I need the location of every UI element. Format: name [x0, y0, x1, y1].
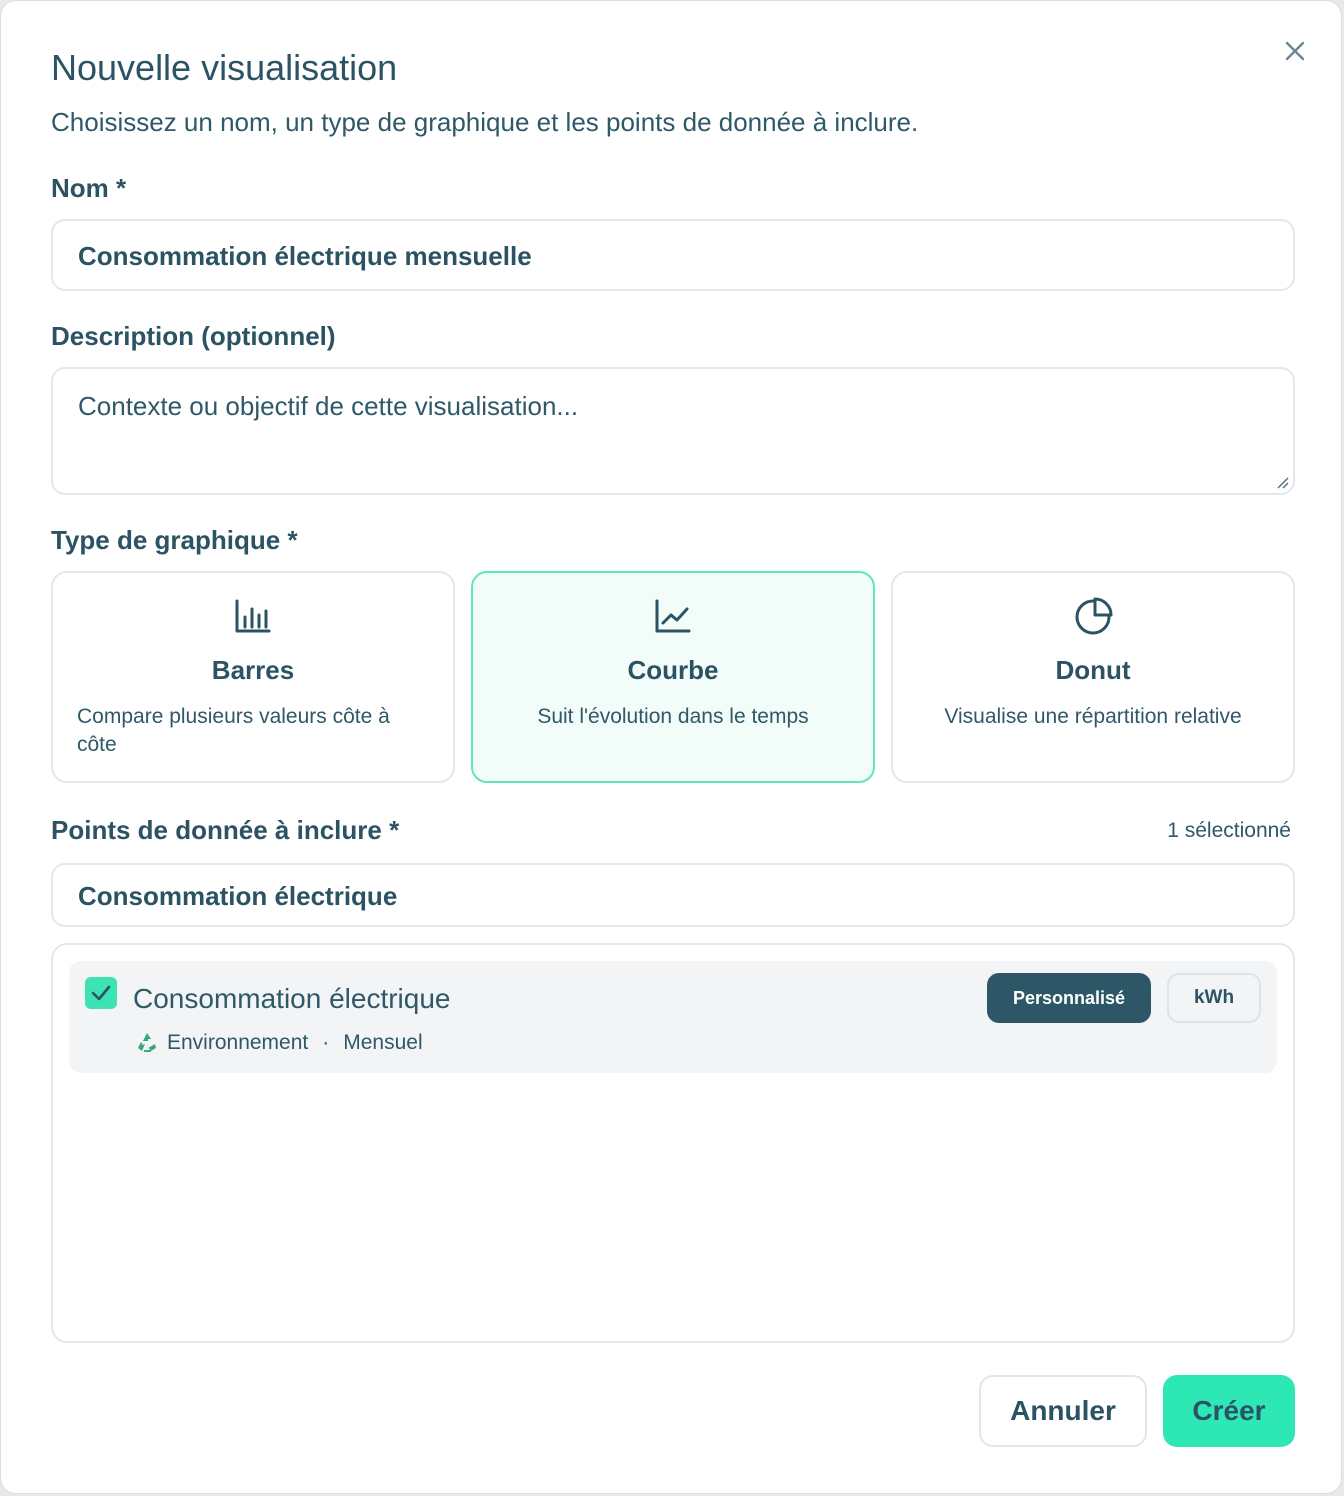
selected-count: 1 sélectionné [1167, 819, 1291, 842]
description-textarea[interactable] [51, 367, 1295, 495]
chart-type-title-donut: Donut [1055, 655, 1131, 685]
create-button[interactable]: Créer [1163, 1375, 1295, 1447]
meta-separator: · [322, 1031, 330, 1054]
item-frequency: Mensuel [343, 1031, 423, 1054]
description-placeholder: Contexte ou objectif de cette visualisation... [78, 391, 579, 421]
data-points-label: Points de donnée à inclure * [51, 815, 400, 845]
name-label: Nom * [51, 173, 127, 203]
chart-type-card-bars[interactable] [51, 571, 455, 783]
pie-chart-icon [1073, 597, 1113, 637]
name-field[interactable] [51, 219, 1295, 291]
dialog-subtitle: Choisissez un nom, un type de graphique et les points de donnée à inclure. [51, 107, 919, 137]
chart-type-title-bars: Barres [211, 655, 295, 685]
chart-type-title-line: Courbe [627, 655, 719, 685]
checkmark-icon [85, 977, 117, 1009]
data-points-list [51, 943, 1295, 1343]
chart-type-card-line[interactable] [471, 571, 875, 783]
item-meta [135, 1031, 423, 1055]
chart-type-desc-donut: Visualise une répartition relative [944, 705, 1242, 728]
dialog-title: Nouvelle visualisation [51, 47, 398, 88]
item-category: Environnement [167, 1031, 309, 1054]
line-chart-icon [653, 597, 693, 637]
bar-chart-icon [233, 597, 273, 637]
item-name: Consommation électrique [133, 983, 451, 1014]
data-points-search-input[interactable] [51, 863, 1295, 927]
custom-badge: Personnalisé [987, 973, 1151, 1023]
close-icon[interactable] [1279, 35, 1311, 67]
chart-type-desc-bars: Compare plusieurs valeurs côte à côte [77, 705, 390, 756]
item-checkbox[interactable] [85, 977, 117, 1009]
description-label: Description (optionnel) [51, 321, 336, 351]
list-item[interactable] [69, 961, 1277, 1073]
recycle-icon [135, 1031, 159, 1055]
resize-handle-icon[interactable] [1275, 475, 1289, 489]
cancel-button[interactable]: Annuler [979, 1375, 1147, 1447]
unit-badge: kWh [1167, 973, 1261, 1023]
chart-type-label: Type de graphique * [51, 525, 298, 555]
search-input-value: Consommation électrique [78, 881, 398, 911]
chart-type-card-donut[interactable] [891, 571, 1295, 783]
name-field-value: Consommation électrique mensuelle [78, 241, 532, 271]
chart-type-desc-line: Suit l'évolution dans le temps [537, 705, 809, 728]
